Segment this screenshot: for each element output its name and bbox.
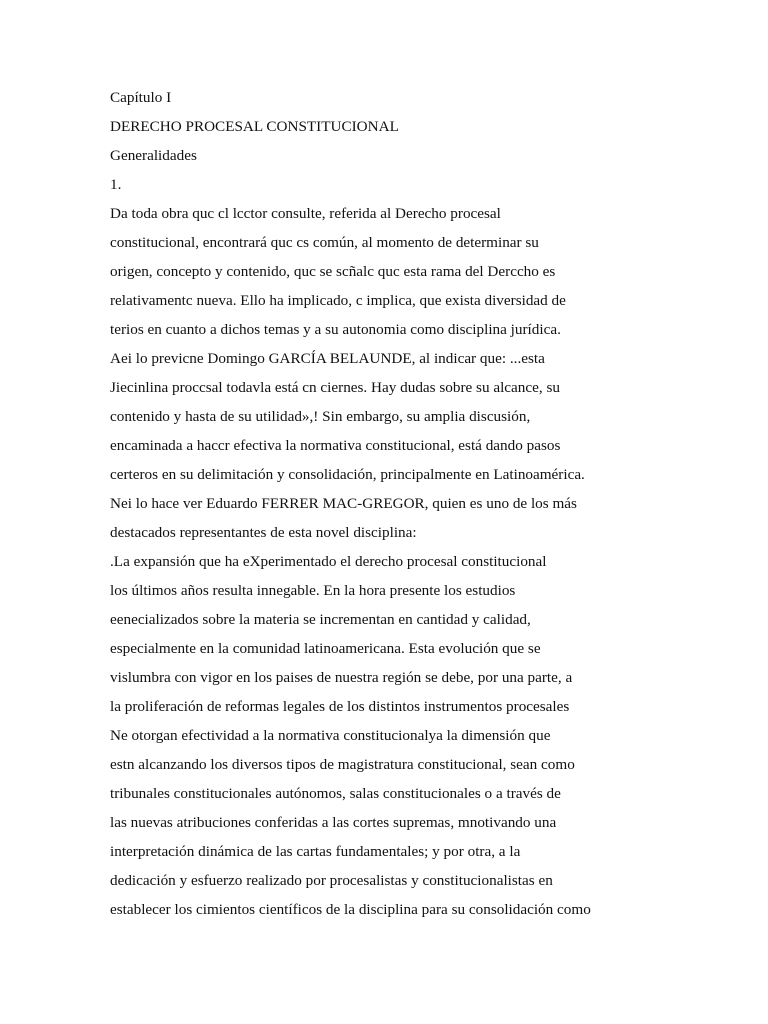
text-line: eenecializados sobre la materia se incrementan en cantidad y calidad, xyxy=(110,611,531,628)
text-line: .La expansión que ha eXperimentado el derecho procesal constitucional xyxy=(110,553,547,570)
text-line: relativamentc nueva. Ello ha implicado, c implica, que exista diversidad de xyxy=(110,292,566,309)
text-line: la proliferación de reformas legales de los distintos instrumentos procesales xyxy=(110,698,570,715)
body-text xyxy=(110,199,760,924)
text-line: estn alcanzando los diversos tipos de magistratura constitucional, sean como xyxy=(110,756,575,773)
text-line: establecer los cimientos científicos de la disciplina para su consolidación como xyxy=(110,901,591,918)
text-line: contenido y hasta de su utilidad»,! Sin embargo, su amplia discusión, xyxy=(110,408,531,425)
text-line: Jiecinlina proccsal todavla está cn ciernes. Hay dudas sobre su alcance, su xyxy=(110,379,560,396)
text-line: los últimos años resulta innegable. En la hora presente los estudios xyxy=(110,582,516,599)
text-line: origen, concepto y contenido, quc se scñalc quc esta rama del Derccho es xyxy=(110,263,556,280)
text-line: Da toda obra quc cl lcctor consulte, referida al Derecho procesal xyxy=(110,205,501,222)
text-line: terios en cuanto a dichos temas y a su autonomia como disciplina jurídica. xyxy=(110,321,561,338)
text-line: dedicación y esfuerzo realizado por procesalistas y constitucionalistas en xyxy=(110,872,553,889)
section-number: 1. xyxy=(110,176,122,193)
text-line: especialmente en la comunidad latinoamericana. Esta evolución que se xyxy=(110,640,541,657)
text-line: las nuevas atribuciones conferidas a las cortes supremas, mnotivando una xyxy=(110,814,557,831)
text-line: Aei lo previcne Domingo GARCÍA BELAUNDE, al indicar que: ...esta xyxy=(110,350,545,367)
text-line: Ne otorgan efectividad a la normativa constitucionalya la dimensión que xyxy=(110,727,551,744)
text-line: destacados representantes de esta novel disciplina: xyxy=(110,524,417,541)
document-page xyxy=(110,83,760,924)
text-line: certeros en su delimitación y consolidación, principalmente en Latinoamérica. xyxy=(110,466,585,483)
text-line: vislumbra con vigor en los paises de nuestra región se debe, por una parte, a xyxy=(110,669,573,686)
chapter-heading: Capítulo I xyxy=(110,89,172,106)
text-line: encaminada a haccr efectiva la normativa constitucional, está dando pasos xyxy=(110,437,561,454)
text-line: Nei lo hace ver Eduardo FERRER MAC-GREGOR, quien es uno de los más xyxy=(110,495,577,512)
text-line: interpretación dinámica de las cartas fundamentales; y por otra, a la xyxy=(110,843,521,860)
text-line: constitucional, encontrará quc cs común, al momento de determinar su xyxy=(110,234,539,251)
section-heading: Generalidades xyxy=(110,147,197,164)
document-title: DERECHO PROCESAL CONSTITUCIONAL xyxy=(110,118,399,135)
text-line: tribunales constitucionales autónomos, salas constitucionales o a través de xyxy=(110,785,561,802)
